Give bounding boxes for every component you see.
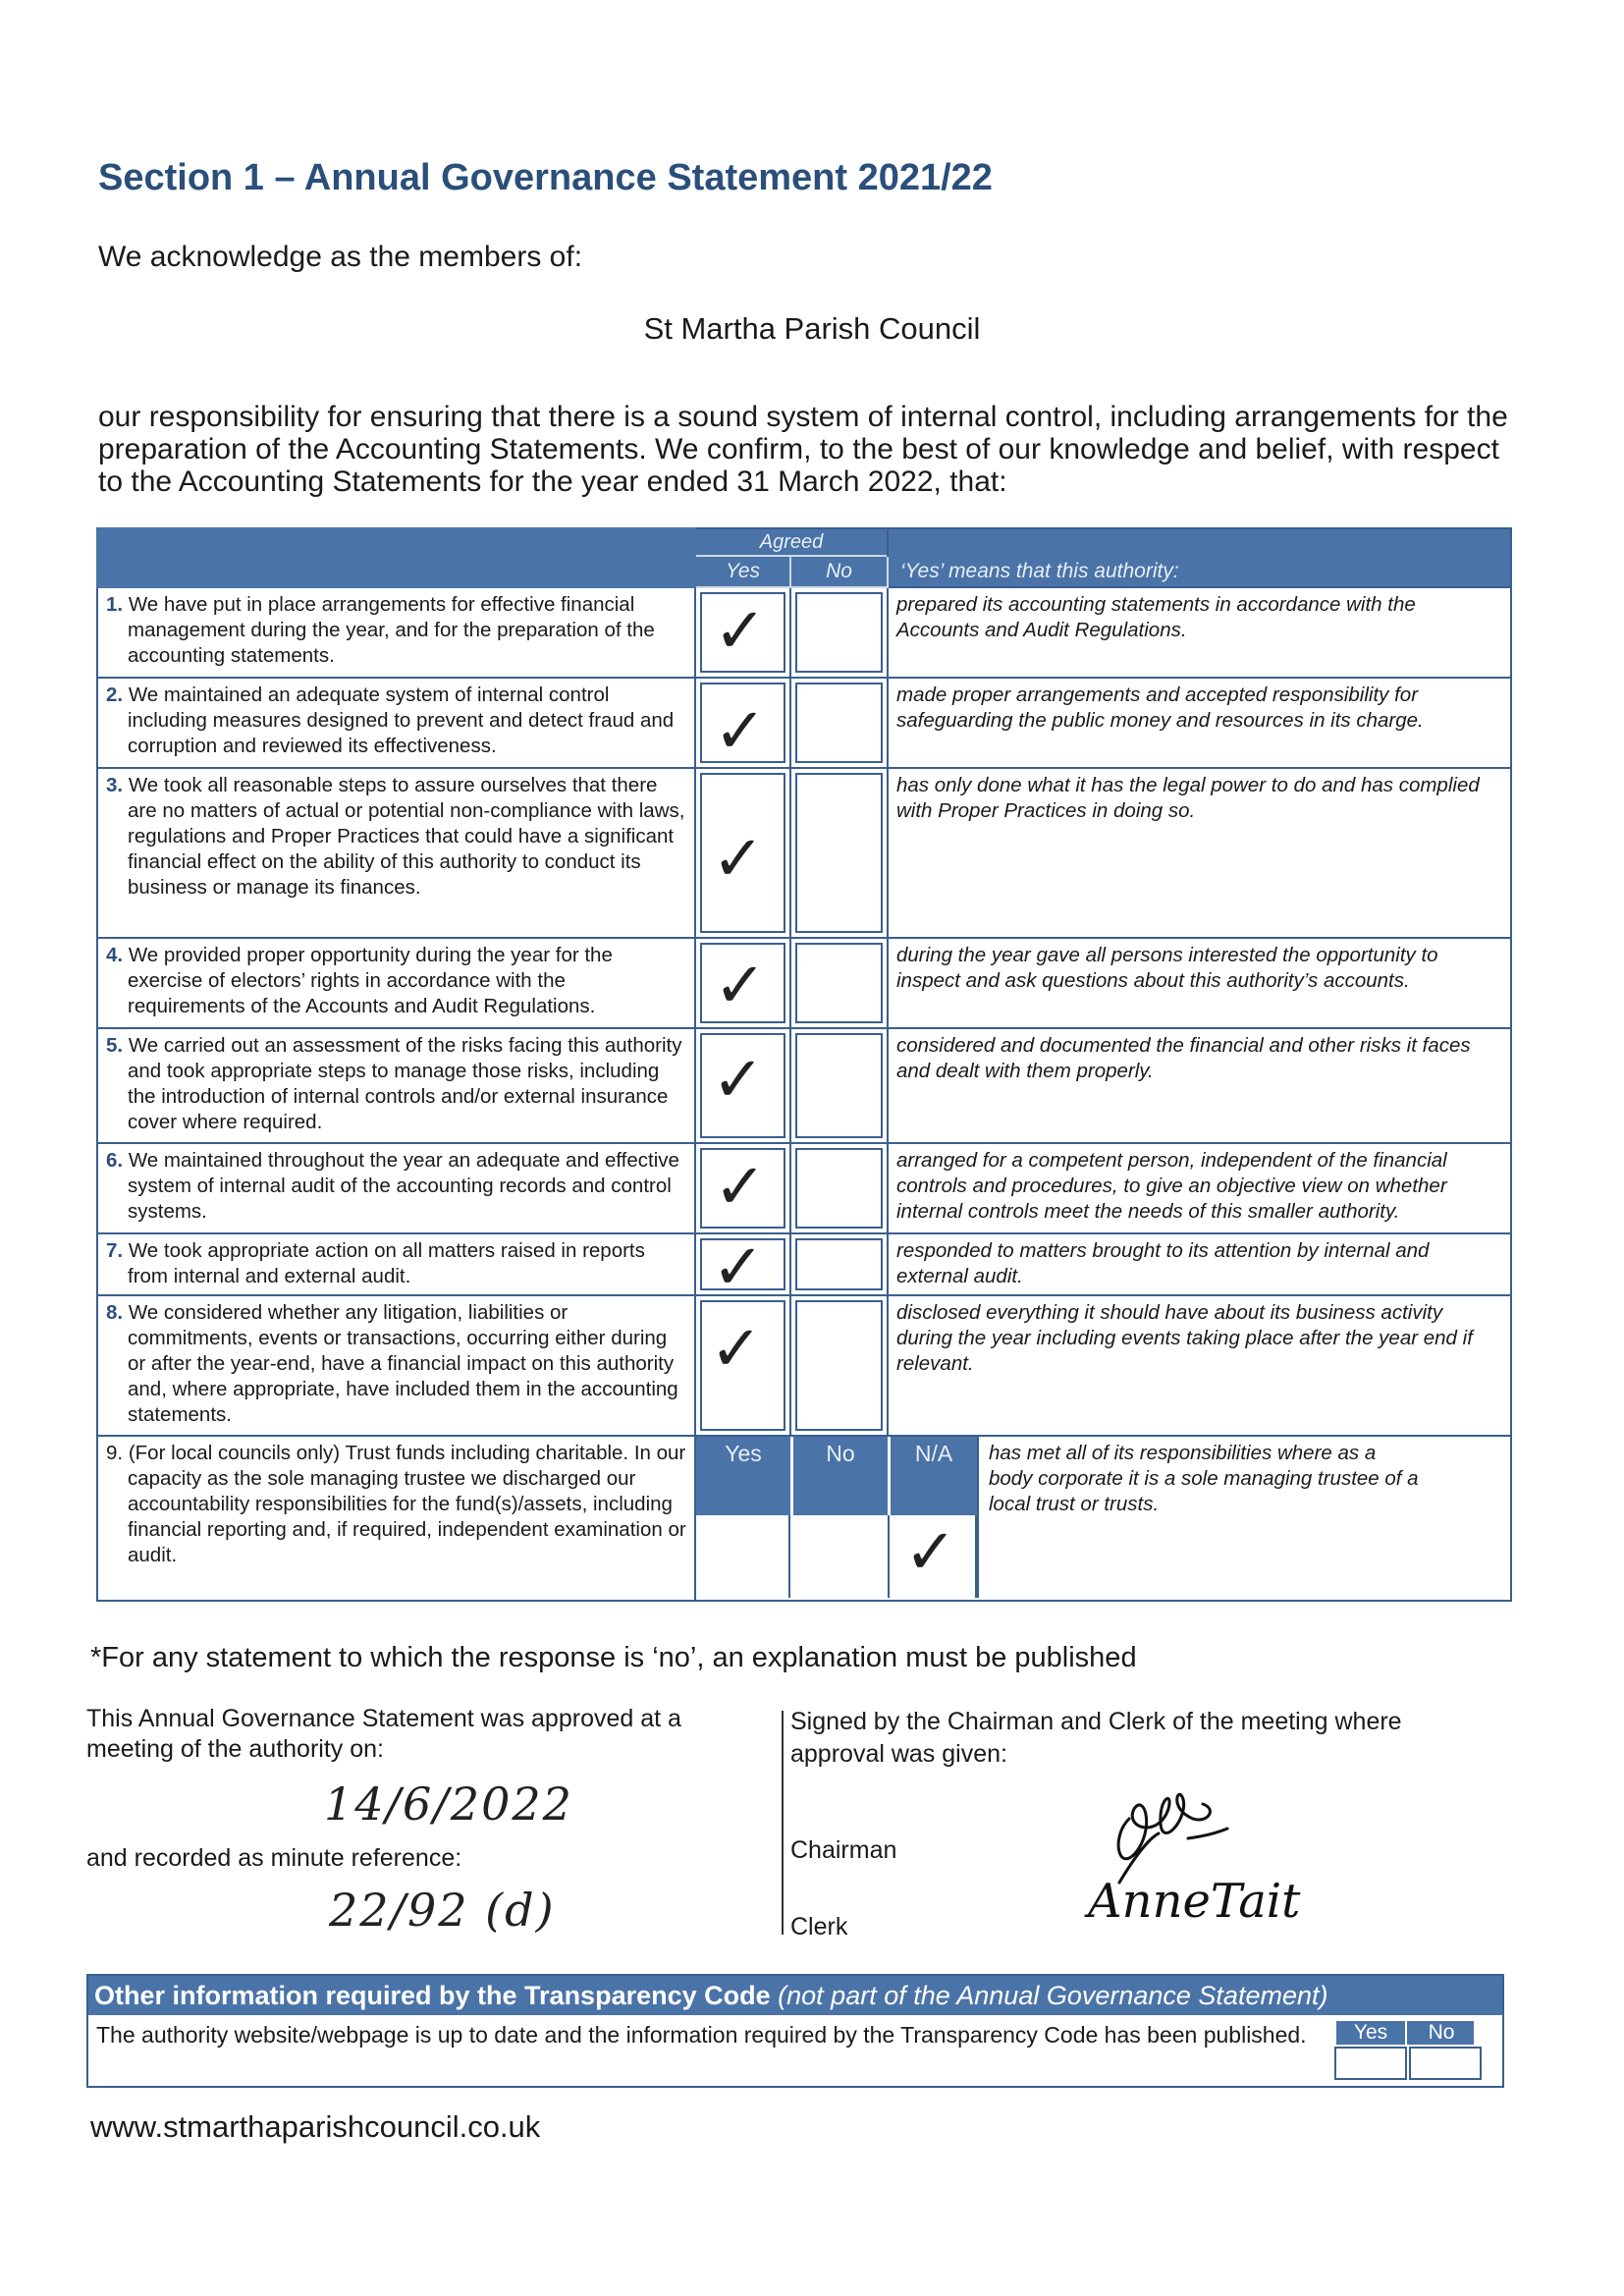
yes-checkbox-cell[interactable]: [695, 938, 790, 1028]
statement-text: (For local councils only) Trust funds including charitable. In our capacity as the sole managing trustee we discharged our accountability responsibilities for the fund(s)/assets, including financial reporting and, if required, independent examination or audit.: [128, 1442, 686, 1566]
trust-yes-label: Yes: [725, 1441, 762, 1466]
statement-number: 7.: [106, 1239, 124, 1262]
chairman-signature: [1100, 1779, 1237, 1887]
tick-mark-icon: ✓: [714, 595, 767, 668]
yes-checkbox-cell[interactable]: [695, 768, 790, 938]
footnote: *For any statement to which the response is ‘no’, an explanation must be published: [90, 1642, 1137, 1673]
statement-response: considered and documented the financial and other risks it faces and dealt with them properly.: [888, 1028, 1511, 1143]
approval-date: 14/6/2022: [324, 1777, 573, 1831]
no-checkbox[interactable]: [795, 592, 883, 673]
no-checkbox[interactable]: [795, 1033, 883, 1138]
statement-text-cell: [97, 768, 695, 938]
statement-text-cell: [97, 1233, 695, 1295]
no-checkbox-cell[interactable]: [790, 678, 888, 768]
statement-row: [97, 587, 1511, 678]
tick-mark-icon: ✓: [904, 1516, 957, 1589]
statement-text-cell: [97, 1143, 695, 1233]
statement-row: [97, 1295, 1511, 1436]
transparency-no-label: No: [1405, 2021, 1476, 2045]
statement-number: 2.: [106, 683, 124, 706]
tick-mark-icon: ✓: [714, 950, 767, 1022]
trust-na-checkbox[interactable]: [891, 1515, 977, 1598]
statement-text: We carried out an assessment of the risks facing this authority and took appropriate steps to manage those risks, including the introduction of internal controls and/or external insurance cover where required.: [128, 1034, 682, 1133]
header-blank-right: [888, 528, 1511, 556]
yes-checkbox-cell[interactable]: [695, 1231, 790, 1304]
trust-yes-checkbox[interactable]: [696, 1515, 790, 1598]
yes-checkbox-cell[interactable]: [695, 678, 790, 768]
statement-row: [97, 678, 1511, 768]
statement-text: We have put in place arrangements for effective financial management during the year, and for the preparation of the accounting statements.: [128, 593, 655, 667]
acknowledge-text: We acknowledge as the members of:: [98, 241, 583, 273]
transparency-yes-box[interactable]: [1334, 2047, 1407, 2080]
tick-mark-icon: ✓: [714, 1151, 767, 1224]
trust-answer-area: [695, 1436, 1511, 1601]
transparency-no-box[interactable]: [1409, 2047, 1482, 2080]
statement-text-cell: [97, 938, 695, 1028]
yes-checkbox-cell[interactable]: [695, 1295, 790, 1436]
statement-row: [97, 768, 1511, 938]
header-blank: [97, 528, 695, 556]
statement-number: 6.: [106, 1149, 124, 1172]
statement-text-cell: [97, 1295, 695, 1436]
statement-row: [97, 938, 1511, 1028]
statement-number: 4.: [106, 944, 124, 966]
statement-text: We considered whether any litigation, liabilities or commitments, events or transactions, occurring either during or after the year-end, have a financial impact on this authority and, where appropriate, have included them in the accounting statements.: [128, 1301, 678, 1426]
intro-paragraph: our responsibility for ensuring that there is a sound system of internal control, including arrangements for the preparation of the Accounting Statements. We confirm, to the best of our knowledge and belief, with respect to the Accounting Statements for the year ended 31 March 2022, that:: [98, 401, 1508, 498]
tick-mark-icon: ✓: [712, 823, 765, 896]
statement-text-cell: [97, 678, 695, 768]
statement-row: [97, 1028, 1511, 1143]
minute-reference: 22/92 (d): [329, 1884, 556, 1937]
tick-mark-icon: ✓: [710, 1313, 763, 1386]
no-checkbox[interactable]: [795, 683, 883, 763]
statement-row-9: [97, 1436, 1511, 1601]
no-header: No: [790, 556, 888, 587]
yes-checkbox-cell[interactable]: [695, 587, 790, 678]
yes-means-header: ‘Yes’ means that this authority:: [888, 556, 1511, 587]
statement-response: arranged for a competent person, independent of the financial controls and procedures, to give an objective view on whether internal controls meet the needs of this smaller authority.: [888, 1143, 1511, 1233]
statement-text: We provided proper opportunity during the year for the exercise of electors’ rights in accordance with the requirements of the Accounts and Audit Regulations.: [128, 944, 613, 1017]
transparency-subtitle: (not part of the Annual Governance Statement): [778, 1981, 1328, 2010]
yes-checkbox-cell[interactable]: [695, 1143, 790, 1233]
chairman-label: Chairman: [790, 1836, 897, 1864]
no-checkbox-cell[interactable]: [790, 1295, 888, 1436]
statement-number: 9.: [106, 1442, 124, 1464]
statement-number: 3.: [106, 774, 124, 796]
transparency-title: Other information required by the Transparency Code: [94, 1981, 771, 2010]
no-checkbox[interactable]: [795, 1148, 883, 1229]
statements-table: [96, 527, 1512, 1602]
statement-text: We took appropriate action on all matters raised in reports from internal and external audit.: [128, 1239, 645, 1287]
no-checkbox[interactable]: [795, 773, 883, 933]
trust-na-label: N/A: [914, 1441, 953, 1466]
statement-text-cell: [97, 1436, 695, 1601]
trust-no-label: No: [826, 1441, 855, 1466]
minute-label: and recorded as minute reference:: [86, 1844, 462, 1872]
no-checkbox-cell[interactable]: [790, 1143, 888, 1233]
statement-text: We took all reasonable steps to assure ourselves that there are no matters of actual or potential non-compliance with laws, regulations and Proper Practices that could have a significant financial effect on the ability of this authority to conduct its business or manage its finances.: [128, 774, 685, 899]
section-title: Section 1 – Annual Governance Statement 2021/22: [98, 157, 993, 198]
statement-response: made proper arrangements and accepted responsibility for safeguarding the public money and resources in its charge.: [888, 678, 1511, 768]
trust-no-checkbox[interactable]: [791, 1515, 890, 1598]
tick-mark-icon: ✓: [712, 1044, 765, 1117]
transparency-header: [88, 1976, 1502, 2015]
council-name: St Martha Parish Council: [643, 311, 981, 346]
transparency-yes-label: Yes: [1353, 2021, 1388, 2044]
yes-header: Yes: [695, 556, 790, 587]
statement-response: responded to matters brought to its attention by internal and external audit.: [888, 1233, 1511, 1295]
statement-number: 8.: [106, 1301, 124, 1324]
statement-text-cell: [97, 1028, 695, 1143]
statement-row: [97, 1233, 1511, 1295]
clerk-label: Clerk: [790, 1913, 848, 1941]
no-checkbox-cell[interactable]: [790, 587, 888, 678]
signature-divider: [782, 1711, 784, 1935]
transparency-box: [86, 1974, 1504, 2088]
no-checkbox[interactable]: [795, 1238, 883, 1290]
header-blank-2: [97, 556, 695, 587]
no-checkbox-cell[interactable]: [790, 1028, 888, 1143]
yes-checkbox-cell[interactable]: [695, 1028, 790, 1143]
trust-response: has met all of its responsibilities where as a body corporate it is a sole managing trustee of a local trust or trusts.: [989, 1442, 1419, 1515]
clerk-signature: AnneTait: [1088, 1874, 1301, 1929]
transparency-answer-header: [1336, 2021, 1474, 2045]
no-checkbox[interactable]: [795, 1300, 883, 1431]
approval-text: This Annual Governance Statement was approved at a meeting of the authority on:: [86, 1705, 681, 1763]
signed-text: Signed by the Chairman and Clerk of the meeting where approval was given:: [790, 1708, 1402, 1768]
statement-row: [97, 1143, 1511, 1233]
no-checkbox-cell[interactable]: [790, 1233, 888, 1295]
tick-mark-icon: ✓: [714, 695, 767, 768]
no-checkbox-cell[interactable]: [790, 768, 888, 938]
statement-text: We maintained throughout the year an adequate and effective system of internal audit of the accounting records and control systems.: [128, 1149, 679, 1223]
tick-mark-icon: ✓: [712, 1231, 765, 1304]
no-checkbox-cell[interactable]: [790, 938, 888, 1028]
no-checkbox[interactable]: [795, 943, 883, 1023]
statement-number: 1.: [106, 593, 124, 616]
statement-text-cell: [97, 587, 695, 678]
statement-response: disclosed everything it should have about its business activity during the year including events taking place after the year end if relevant.: [888, 1295, 1511, 1436]
statement-response: has only done what it has the legal power to do and has complied with Proper Practices in doing so.: [888, 768, 1511, 938]
agreed-header: Agreed: [695, 528, 888, 556]
transparency-text: The authority website/webpage is up to date and the information required by the Transparency Code has been published.: [96, 2022, 1307, 2048]
statement-text: We maintained an adequate system of internal control including measures designed to prevent and detect fraud and corruption and reviewed its effectiveness.: [128, 683, 675, 757]
statement-response: prepared its accounting statements in accordance with the Accounts and Audit Regulations.: [888, 587, 1511, 678]
website-url: www.stmarthaparishcouncil.co.uk: [90, 2109, 541, 2144]
statement-response: during the year gave all persons interested the opportunity to inspect and ask questions about this authority’s accounts.: [888, 938, 1511, 1028]
statement-number: 5.: [106, 1034, 124, 1057]
